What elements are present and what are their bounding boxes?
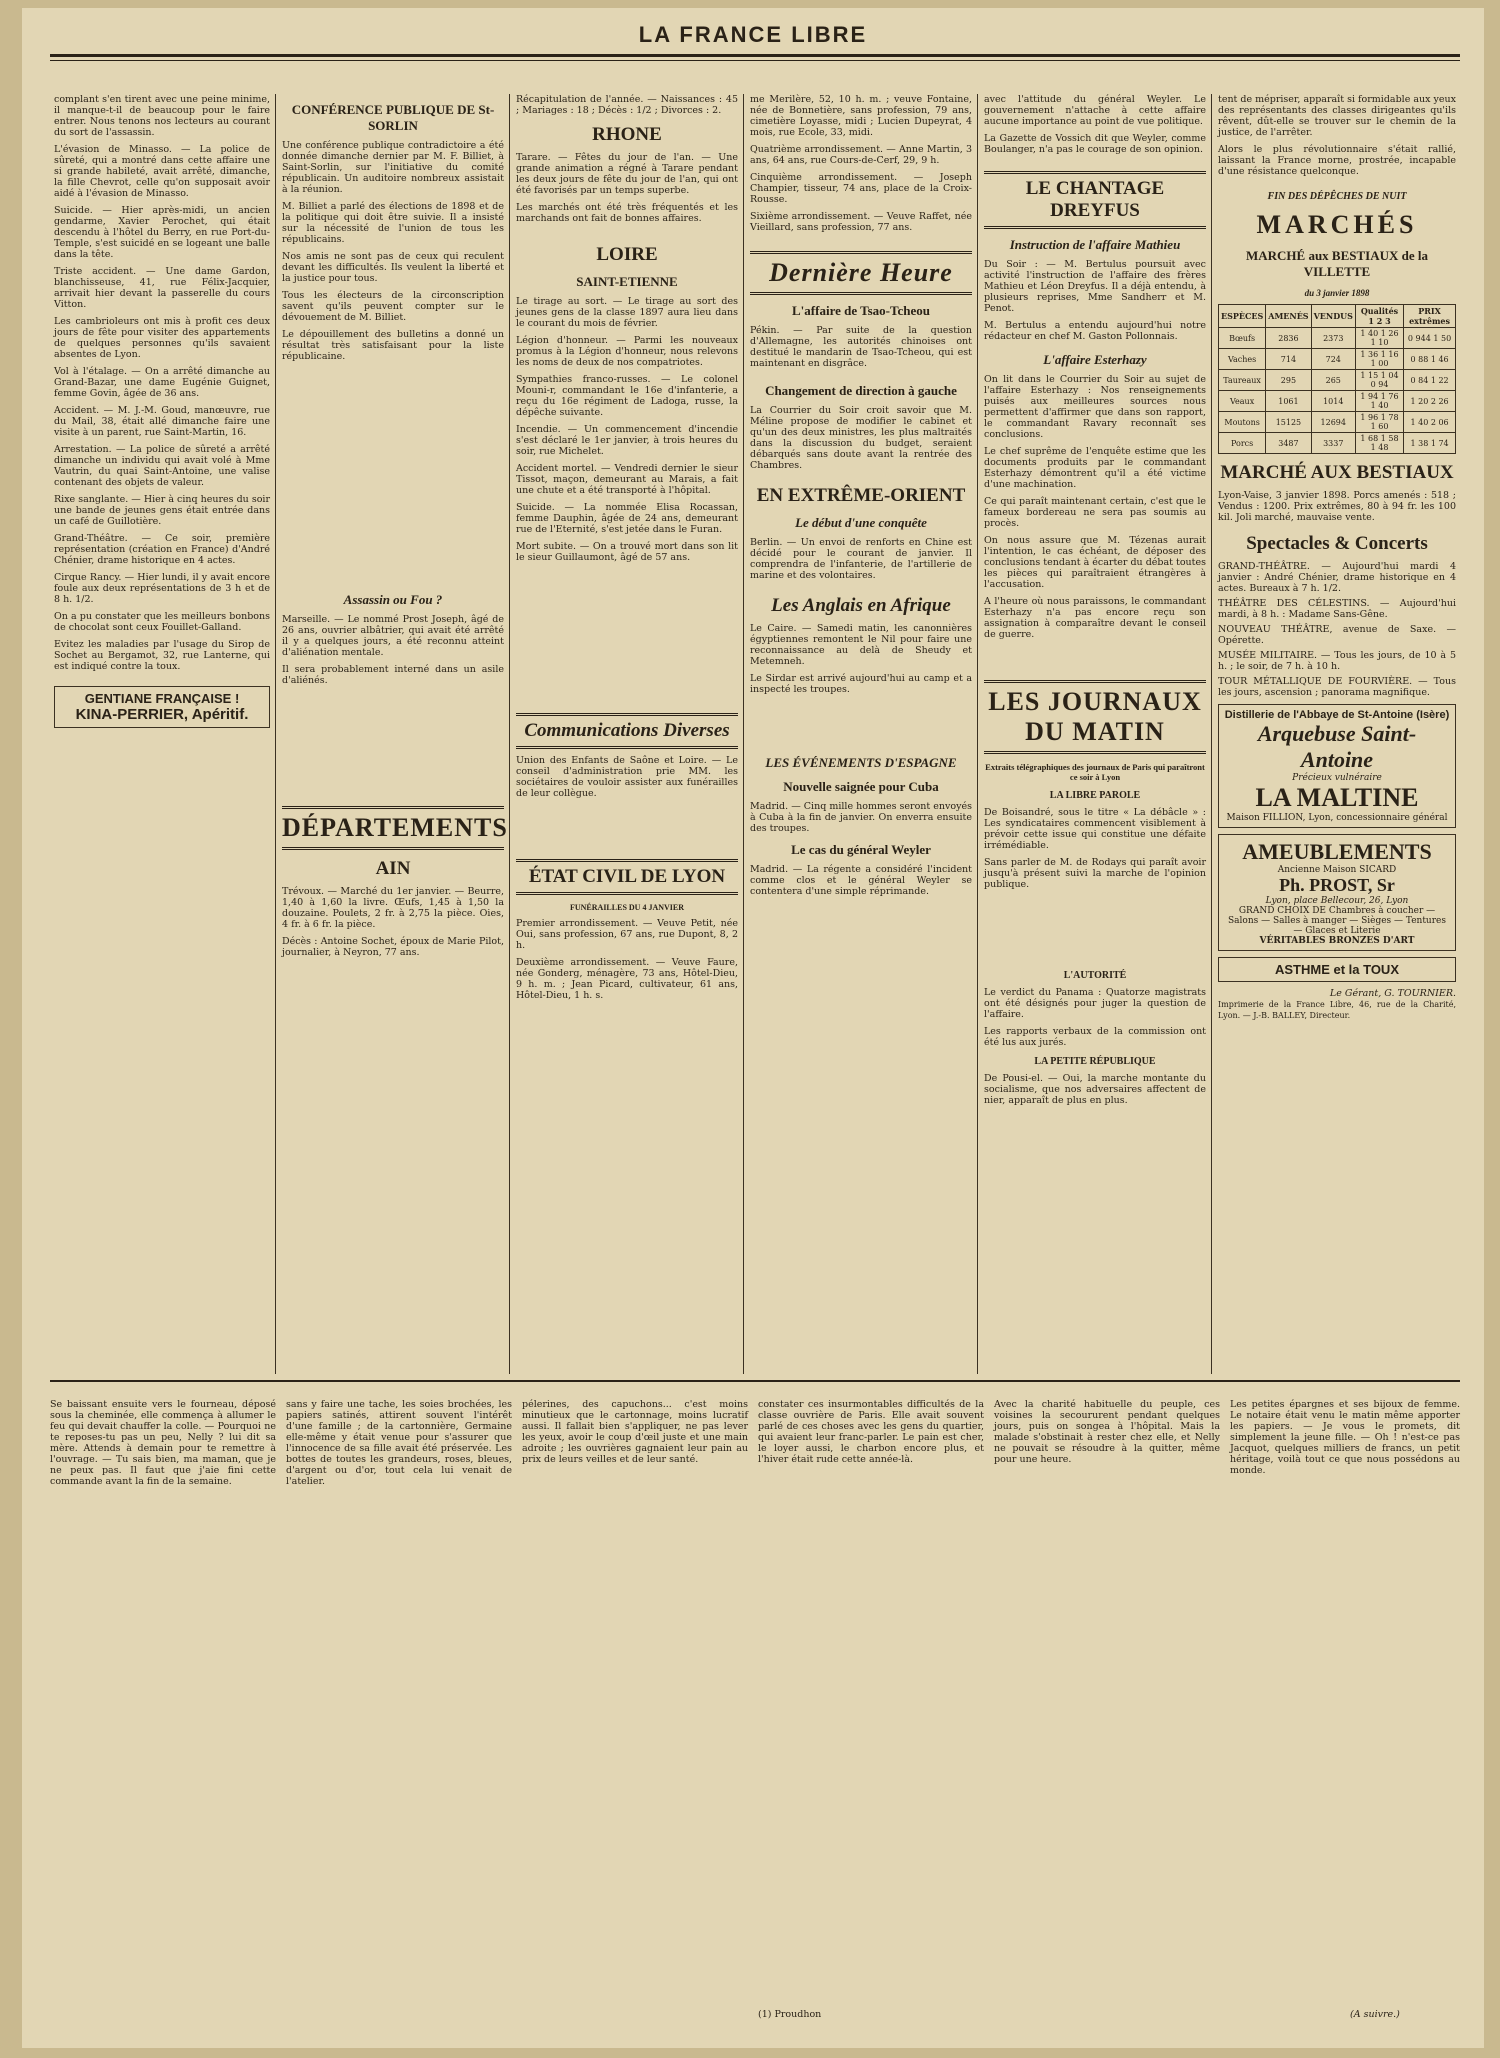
table-cell: 2373 <box>1311 328 1355 349</box>
headline-extreme-orient: EN EXTRÊME-ORIENT <box>756 485 966 506</box>
headline-anglais-afrique: Les Anglais en Afrique <box>771 595 951 616</box>
col2-para: Tous les électeurs de la circonscription savent qu'ils peuvent compter sur le dévouement de M. Billiet. <box>282 290 508 323</box>
headline-derniere-heure: Dernière Heure <box>750 251 972 295</box>
subhead-conquete: Le début d'une conquête <box>795 515 927 530</box>
col5-para: M. Bertulus a entendu aujourd'hui notre rédacteur en chef M. Gaston Pollonnais. <box>984 320 1210 342</box>
ad-kina-perrier: KINA-PERRIER, Apéritif. <box>75 706 249 723</box>
ad-arquebuse <box>1218 704 1456 828</box>
masthead-title: LA FRANCE LIBRE <box>638 22 868 47</box>
col4-para: Pékin. — Par suite de la question d'Allemagne, les autorités chinoises ont destitué le mandarin de Tsao-Tcheou, qui est maintenant en disgrâce. <box>750 325 976 369</box>
feuilleton-col: pélerines, des capuchons... c'est moins minutieux que le cartonnage, moins lucratif aussi. Il fallait bien s'appliquer, ne pas lever les yeux, avoir le coup d'œil juste et une main adroite ; les ouvrières gagnaient leur pain au prix de leurs veilles et de leur santé. <box>522 1399 752 1465</box>
ad-asthme <box>1218 957 1456 982</box>
headline-communications: Communications Diverses <box>516 713 738 749</box>
headline-departements: DÉPARTEMENTS <box>282 806 504 850</box>
col5-para: Sans parler de M. de Rodays qui paraît avoir jusqu'à présent suivi la marche de l'opinion publique. <box>984 857 1210 890</box>
ad-vulneraire: Précieux vulnéraire <box>1292 773 1382 783</box>
col3-para: Deuxième arrondissement. — Veuve Faure, née Gonderg, ménagère, 73 ans, Hôtel-Dieu, 9 h. m. ; Jean Picard, cultivateur, 61 ans, Hôtel-Dieu, 1 h. s. <box>516 957 742 1001</box>
ad-distillerie: Distillerie de l'Abbaye de St-Antoine (Isère) <box>1224 709 1450 721</box>
ad-gentiane <box>54 686 270 728</box>
feuilleton-rule <box>50 1380 1460 1382</box>
headline-saint-etienne: SAINT-ETIENNE <box>576 274 678 289</box>
table-cell: Moutons <box>1219 412 1266 433</box>
col3-para: Récapitulation de l'année. — Naissances : 45 ; Mariages : 18 ; Décès : 1/2 ; Divorces : 2. <box>516 94 742 116</box>
headline-assassin: Assassin ou Fou ? <box>343 592 443 607</box>
ad-asthme-title: ASTHME et la TOUX <box>1274 962 1399 977</box>
column-divider <box>275 94 276 1374</box>
headline-changement: Changement de direction à gauche <box>765 383 957 398</box>
col1-para: Grand-Théâtre. — Ce soir, première représentation (création en France) d'André Chénier, drame historique en 4 actes. <box>54 533 274 566</box>
feuilleton-col: Se baissant ensuite vers le fourneau, déposé sous la cheminée, elle commença à allumer le feu qui devait chauffer la colle. — Pourquoi ne te reposes-tu pas un peu, Nelly ? lui dit sa mère. Attends à demain pour te remettre à l'ouvrage. — Tu sais bien, ma maman, que je ne peux pas. Il faut que j'aie fini cette commande avant la fin de la semaine. <box>50 1399 280 1487</box>
headline-espagne: LES ÉVÉNEMENTS D'ESPAGNE <box>765 755 957 770</box>
col5-para: De Pousi-el. — Oui, la marche montante du socialisme, que nos adversaires affectent de nier, apparaît de plus en plus. <box>984 1073 1210 1106</box>
ad-prost-address: Lyon, place Bellecour, 26, Lyon <box>1265 896 1409 906</box>
column-1 <box>50 94 274 1374</box>
table-header: PRIX extrêmes <box>1404 305 1456 328</box>
col5-para: Du Soir : — M. Bertulus poursuit avec activité l'instruction de l'affaire des frères Mathieu et Léon Dreyfus. Il a déjà entendu, à plusieurs reprises, Mme Sandherr et M. Penot. <box>984 259 1210 314</box>
col3-para: Suicide. — La nommée Elisa Rocassan, femme Dauphin, âgée de 24 ans, demeurant rue de l'Eternité, s'est jetée dans le Furan. <box>516 502 742 535</box>
col3-para: Accident mortel. — Vendredi dernier le sieur Tissot, maçon, demeurant au Marais, a fait une chute et a été transporté à l'hôpital. <box>516 463 742 496</box>
masthead-rule <box>50 54 1460 57</box>
headline-tsao-tcheou: L'affaire de Tsao-Tcheou <box>792 303 930 318</box>
col1-para: Rixe sanglante. — Hier à cinq heures du soir une bande de jeunes gens était entrée dans un café de Guillotière. <box>54 494 274 527</box>
table-cell: 1 15 1 04 0 94 <box>1355 370 1403 391</box>
col4-para: Cinquième arrondissement. — Joseph Champier, tisseur, 74 ans, place de la Croix-Rousse. <box>750 172 976 205</box>
table-cell: 295 <box>1266 370 1311 391</box>
table-cell: Vaches <box>1219 349 1266 370</box>
col3-para: Le tirage au sort. — Le tirage au sort des jeunes gens de la classe 1897 aura lieu dans le courant du mois de février. <box>516 296 742 329</box>
ad-maltine: LA MALTINE <box>1255 783 1419 812</box>
table-row <box>1219 412 1456 433</box>
ad-arquebuse-title: Arquebuse Saint-Antoine <box>1257 721 1417 772</box>
col4-para: Sixième arrondissement. — Veuve Raffet, née Vieillard, sans profession, 77 ans. <box>750 211 976 233</box>
table-cell: Veaux <box>1219 391 1266 412</box>
col1-para: L'évasion de Minasso. — La police de sûreté, qui a montré dans cette affaire une si grande habileté, avait arrêté, dimanche, la fille Chevrot, celle qu'on supposait avoir aidé à l'évasion de Minasso. <box>54 144 274 199</box>
subhead-extraits: Extraits télégraphiques des journaux de Paris qui paraîtront ce soir à Lyon <box>985 762 1205 782</box>
subhead-esterhazy: L'affaire Esterhazy <box>1043 352 1147 367</box>
feuilleton-col: Avec la charité habituelle du peuple, ces voisines la secoururent pendant quelques jours, puis on songea à l'hôpital. Mais la malade s'obstinait à rester chez elle, et Nelly ne pouvait se résoudre à la quitter, même pour une heure. <box>994 1399 1224 1465</box>
col1-para: Vol à l'étalage. — On a arrêté dimanche au Grand-Bazar, une dame Eugénie Guignet, femme Govin, âgée de 36 ans. <box>54 366 274 399</box>
col5-para: On nous assure que M. Tézenas aurait l'intention, le cas échéant, de déposer des conclusions tendant à écarter du débat toutes les pièces qui paraîtraient étrangères à l'accusation. <box>984 535 1210 590</box>
col3-para: Sympathies franco-russes. — Le colonel Mouni-r, commandant le 16e d'infanterie, a reçu du 16e régiment de Ladoga, russe, la dépêche suivante. <box>516 374 742 418</box>
col6-para: MUSÉE MILITAIRE. — Tous les jours, de 10 à 5 h. ; le soir, de 7 h. à 10 h. <box>1218 650 1460 672</box>
feuilleton-col: constater ces insurmontables difficultés de la classe ouvrière de Paris. Elle avait souvent parlé de ces choses avec les gens du quartier, qui avaient leur franc-parler. Le pain est cher, le loyer aussi, le charbon encore plus, et l'hiver était rude cette année-là. <box>758 1399 988 1465</box>
table-cell: 3487 <box>1266 433 1311 454</box>
col5-para: Le chef suprême de l'enquête estime que les documents produits par le commandant Esterhazy démontrent qu'il a été victime d'une machination. <box>984 446 1210 490</box>
col1-para: Triste accident. — Une dame Gardon, blanchisseuse, 41, rue Félix-Jacquier, arrivait hier devant la passerelle du cours Vitton. <box>54 266 274 310</box>
subhead-weyler: Le cas du général Weyler <box>791 842 931 857</box>
col1-para: Cirque Rancy. — Hier lundi, il y avait encore foule aux deux représentations de 3 h et de 8 h. 1/2. <box>54 572 274 605</box>
headline-journaux-matin: LES JOURNAUX DU MATIN <box>984 680 1206 754</box>
table-cell: 15125 <box>1266 412 1311 433</box>
col6-para: tent de mépriser, apparaît si formidable aux yeux des représentants des classes dirigeantes qu'ils rêvent, dût-elle se trouver sur le chemin de la justice, de l'arrêter. <box>1218 94 1460 138</box>
table-cell: 1014 <box>1311 391 1355 412</box>
column-divider <box>977 94 978 1374</box>
villette-date: du 3 janvier 1898 <box>1304 288 1370 298</box>
ad-sicard: Ancienne Maison SICARD <box>1277 865 1397 875</box>
table-cell: 1 94 1 76 1 40 <box>1355 391 1403 412</box>
table-row <box>1219 433 1456 454</box>
table-cell: 2836 <box>1266 328 1311 349</box>
col1-para: complant s'en tirent avec une peine minime, il manque-t-il de beaucoup pour le faire entrer. Nous tenons nos lecteurs au courant du sort de l'assassin. <box>54 94 274 138</box>
column-2 <box>278 94 508 1374</box>
feuilleton-col: sans y faire une tache, les soies brochées, les papiers satinés, attirent souvent l'intérêt d'une famille ; de la cartonnière, Germaine elle-même y était venue pour s'assurer que l'innocence de sa fille avait été préservée. Les bottes de toutes les grandeurs, roses, bleues, d'argent ou d'or, tout cela lui venait de l'atelier. <box>286 1399 516 1487</box>
col1-para: Accident. — M. J.-M. Goud, manœuvre, rue du Mail, 38, était allé dimanche faire une visite à un parent, rue Saint-Martin, 16. <box>54 405 274 438</box>
table-cell: 1 20 2 26 <box>1404 391 1456 412</box>
table-cell: 1 40 1 26 1 10 <box>1355 328 1403 349</box>
col5-para: De Boisandré, sous le titre « La débâcle » : Les syndicataires commencent visiblement à prévoir cette issue qui constitue une défaite irrémédiable. <box>984 807 1210 851</box>
col3-para: Les marchés ont été très fréquentés et les marchands ont fait de bonnes affaires. <box>516 202 742 224</box>
col5-para: A l'heure où nous paraissons, le commandant Esterhazy n'a pas encore reçu son assignation à comparaître devant le conseil de guerre. <box>984 596 1210 640</box>
imprimerie: Imprimerie de la France Libre, 46, rue de la Charité, Lyon. — J.-B. BALLEY, Directeur. <box>1218 1000 1459 1020</box>
subhead-mathieu: Instruction de l'affaire Mathieu <box>1009 237 1181 252</box>
col6-para: Alors le plus révolutionnaire s'était rallié, laissant la France morne, prostrée, incapable d'une résistance quelconque. <box>1218 144 1460 177</box>
headline-spectacles: Spectacles & Concerts <box>1246 533 1428 554</box>
column-divider <box>743 94 744 1374</box>
table-cell: 12694 <box>1311 412 1355 433</box>
table-cell: 714 <box>1266 349 1311 370</box>
column-5 <box>980 94 1210 1374</box>
col4-para: Berlin. — Un envoi de renforts en Chine est décidé pour le courant de janvier. Il comprendra de l'infanterie, de l'artillerie de marine et des volontaires. <box>750 537 976 581</box>
table-cell: 1 96 1 78 1 60 <box>1355 412 1403 433</box>
subhead-cuba: Nouvelle saignée pour Cuba <box>783 779 939 794</box>
table-cell: 1 40 2 06 <box>1404 412 1456 433</box>
table-cell: 0 944 1 50 <box>1404 328 1456 349</box>
table-cell: 1 36 1 16 1 00 <box>1355 349 1403 370</box>
table-row <box>1219 349 1456 370</box>
subhead-funerailles: FUNÉRAILLES DU 4 JANVIER <box>569 903 684 912</box>
column-4 <box>746 94 976 1374</box>
col1-para: Les cambrioleurs ont mis à profit ces deux jours de fête pour visiter des appartements de quelques personnes qu'ils savaient absentes de Lyon. <box>54 316 274 360</box>
col6-para: THÉÂTRE DES CÉLESTINS. — Aujourd'hui mardi, à 8 h. : Madame Sans-Gêne. <box>1218 598 1460 620</box>
col4-para: Quatrième arrondissement. — Anne Martin, 3 ans, 64 ans, rue Cours-de-Cerf, 29, 9 h. <box>750 144 976 166</box>
table-header: ESPÈCES <box>1219 305 1266 328</box>
table-cell: 1 68 1 58 1 48 <box>1355 433 1403 454</box>
market-table <box>1218 304 1456 454</box>
headline-rhone: RHONE <box>592 124 662 145</box>
table-row <box>1219 391 1456 412</box>
table-row <box>1219 370 1456 391</box>
a-suivre: (A suivre.) <box>1350 2009 1400 2020</box>
col4-para: La Courrier du Soir croit savoir que M. Méline propose de modifier le cabinet et qu'un des deux ministres, les plus maltraités dans la discussion du budget, seraient débarqués sans doute avant la rentrée des Chambres. <box>750 405 976 471</box>
col6-para: GRAND-THÉÂTRE. — Aujourd'hui mardi 4 janvier : André Chénier, drame historique en 4 actes. Bureaux à 7 h. 1/2. <box>1218 561 1460 594</box>
headline-bestiaux: MARCHÉ AUX BESTIAUX <box>1220 462 1454 483</box>
col1-para: On a pu constater que les meilleurs bonbons de chocolat sont ceux Fouillet-Galland. <box>54 611 274 633</box>
col1-para: Evitez les maladies par l'usage du Sirop de Sochet au Bergamot, 32, rue Lanterne, qui est indiqué contre la toux. <box>54 639 274 672</box>
col3-para: Tarare. — Fêtes du jour de l'an. — Une grande animation a régné à Tarare pendant les deux jours de fête du jour de l'an, qui ont été favorisés par un temps superbe. <box>516 152 742 196</box>
table-cell: 1 38 1 74 <box>1404 433 1456 454</box>
table-cell: 1061 <box>1266 391 1311 412</box>
table-header: VENDUS <box>1311 305 1355 328</box>
col4-para: Madrid. — La régente a considéré l'incident comme clos et le général Weyler se contentera d'une simple réprimande. <box>750 864 976 897</box>
col1-para: Suicide. — Hier après-midi, un ancien gendarme, Xavier Perochet, qui était descendu à l'hôtel du Berry, en rue Port-du-Temple, s'est suicidé en se logeant une balle dans la tête. <box>54 205 274 260</box>
table-cell: 3337 <box>1311 433 1355 454</box>
footnote: (1) Proudhon <box>758 2009 822 2020</box>
table-cell: Taureaux <box>1219 370 1266 391</box>
col3-para: Mort subite. — On a trouvé mort dans son lit le sieur Guillaumont, âgé de 57 ans. <box>516 541 742 563</box>
headline-etat-civil: ÉTAT CIVIL DE LYON <box>516 859 738 895</box>
column-divider <box>509 94 510 1374</box>
col6-para: NOUVEAU THÉÂTRE, avenue de Saxe. — Opérette. <box>1218 624 1460 646</box>
col2-para: Décès : Antoine Sochet, époux de Marie Pilot, journalier, à Neyron, 77 ans. <box>282 936 508 958</box>
col1-para: Arrestation. — La police de sûreté a arrêté dimanche un individu qui avait volé à Mme Vautrin, du quai Saint-Antoine, une valise contenant des objets de valeur. <box>54 444 274 488</box>
headline-chantage-dreyfus: LE CHANTAGE DREYFUS <box>984 171 1206 229</box>
fin-depeches: FIN DES DÉPÊCHES DE NUIT <box>1267 191 1407 202</box>
col6-para: TOUR MÉTALLIQUE DE FOURVIÈRE. — Tous les jours, ascension ; panorama magnifique. <box>1218 676 1460 698</box>
headline-ain: AIN <box>375 858 411 879</box>
subhead-libre-parole: LA LIBRE PAROLE <box>1049 790 1141 801</box>
table-cell: Porcs <box>1219 433 1266 454</box>
feuilleton <box>50 1391 1464 2041</box>
masthead-rule-thin <box>50 60 1460 61</box>
column-divider <box>1211 94 1212 1374</box>
col5-para: avec l'attitude du général Weyler. Le gouvernement n'attache à cette affaire aucune importance au point de vue politique. <box>984 94 1210 127</box>
ad-bronzes: VÉRITABLES BRONZES D'ART <box>1259 936 1415 946</box>
column-6 <box>1214 94 1460 1374</box>
gerant: Le Gérant, G. TOURNIER. <box>1329 988 1456 999</box>
col2-para: Une conférence publique contradictoire a été donnée dimanche dernier par M. F. Billiet, à Saint-Sorlin, sur l'initiative du comité républicain. Un auditoire nombreux assistait à la réunion. <box>282 140 508 195</box>
table-header: Qualités 1 2 3 <box>1355 305 1403 328</box>
col5-para: Ce qui paraît maintenant certain, c'est que le fameux bordereau ne sera pas soumis au procès. <box>984 496 1210 529</box>
col5-para: Les rapports verbaux de la commission ont été lus aux jurés. <box>984 1026 1210 1048</box>
table-cell: 724 <box>1311 349 1355 370</box>
col3-para: Premier arrondissement. — Veuve Petit, née Oui, sans profession, 67 ans, rue Dupont, 8, 2 h. <box>516 918 742 951</box>
subhead-autorite: L'AUTORITÉ <box>1063 970 1127 981</box>
headline-loire: LOIRE <box>596 244 658 265</box>
col5-para: On lit dans le Courrier du Soir au sujet de l'affaire Esterhazy : Nos renseignements puisés aux meilleures sources nous permettent d'affirmer que dans son rapport, le commandant Ravary reconnaît ses conclusions. <box>984 374 1210 440</box>
col3-para: Légion d'honneur. — Parmi les nouveaux promus à la Légion d'honneur, nous relevons les noms de deux de nos compatriotes. <box>516 335 742 368</box>
col4-para: Le Caire. — Samedi matin, les canonnières égyptiennes remontent le Nil pour faire une reconnaissance au delà de Sheudy et Metemneh. <box>750 623 976 667</box>
col4-para: Madrid. — Cinq mille hommes seront envoyés à Cuba à la fin de janvier. On enverra ensuite des troupes. <box>750 801 976 834</box>
col2-para: M. Billiet a parlé des élections de 1898 et de la politique qui doit être suivie. Il a insisté sur la nécessité de l'union de tous les républicains. <box>282 201 508 245</box>
column-3 <box>512 94 742 1374</box>
newspaper-page <box>22 8 1484 2048</box>
col2-para: Trévoux. — Marché du 1er janvier. — Beurre, 1,40 à 1,60 la livre. Œufs, 1,45 à 1,50 la douzaine. Poulets, 2 fr. à 2,75 la pièce. Oies, 4 fr. à 6 fr. la pièce. <box>282 886 508 930</box>
headline-conference: CONFÉRENCE PUBLIQUE DE St-SORLIN <box>291 102 495 133</box>
headline-marches: MARCHÉS <box>1256 210 1418 239</box>
ad-grand-choix: GRAND CHOIX DE Chambres à coucher — Salons — Salles à manger — Sièges — Tentures — Glaces et Literie <box>1228 906 1446 936</box>
feuilleton-col: Les petites épargnes et ses bijoux de femme. Le notaire était venu le matin même apporter les papiers. — Je vous le promets, dit simplement la jeune fille. — Oh ! n'est-ce pas Jacquot, quelques milliers de francs, un petit héritage, voilà tout ce que nous possédons au monde. <box>1230 1399 1464 1476</box>
table-header: AMENÉS <box>1266 305 1311 328</box>
table-cell: 265 <box>1311 370 1355 391</box>
col4-para: me Merilère, 52, 10 h. m. ; veuve Fontaine, née de Bonnetière, sans profession, 79 ans, cimetière Loyasse, midi ; Lucien Dupeyrat, 4 mois, rue Ecole, 33, midi. <box>750 94 976 138</box>
col2-para: Le dépouillement des bulletins a donné un résultat très satisfaisant pour la liste républicaine. <box>282 329 508 362</box>
table-cell: 0 88 1 46 <box>1404 349 1456 370</box>
ad-ameublements <box>1218 834 1456 951</box>
col3-para: Incendie. — Un commencement d'incendie s'est déclaré le 1er janvier, à trois heures du soir, rue Michelet. <box>516 424 742 457</box>
headline-villette: MARCHÉ aux BESTIAUX de la VILLETTE <box>1245 248 1429 279</box>
table-cell: Bœufs <box>1219 328 1266 349</box>
ad-ameublements-title: AMEUBLEMENTS <box>1242 839 1432 864</box>
col6-para: Lyon-Vaise, 3 janvier 1898. Porcs amenés : 518 ; Vendus : 1200. Prix extrêmes, 80 à 94 fr. les 100 kil. Joli marché, mauvaise vente. <box>1218 490 1460 523</box>
col5-para: Le verdict du Panama : Quatorze magistrats ont été désignés pour juger la question de l'affaire. <box>984 987 1210 1020</box>
ad-gentiane-title: GENTIANE FRANÇAISE ! <box>84 691 240 706</box>
ad-prost: Ph. PROST, Sr <box>1279 875 1395 895</box>
ad-fillion: Maison FILLION, Lyon, concessionnaire général <box>1226 813 1448 823</box>
col2-para: Nos amis ne sont pas de ceux qui reculent devant les difficultés. Ils veulent la liberté et la justice pour tous. <box>282 251 508 284</box>
col3-para: Union des Enfants de Saône et Loire. — Le conseil d'administration prie MM. les sociétaires de vouloir assister aux funérailles de leur collègue. <box>516 755 742 799</box>
subhead-petite-republique: LA PETITE RÉPUBLIQUE <box>1034 1056 1156 1067</box>
col4-para: Le Sirdar est arrivé aujourd'hui au camp et a inspecté les troupes. <box>750 673 976 695</box>
col2-para: Il sera probablement interné dans un asile d'aliénés. <box>282 664 508 686</box>
col2-para: Marseille. — Le nommé Prost Joseph, âgé de 26 ans, ouvrier albâtrier, qui avait été arrêté il y a quelques jours, a été reconnu atteint d'aliénation mentale. <box>282 614 508 658</box>
table-row <box>1219 328 1456 349</box>
col5-para: La Gazette de Vossich dit que Weyler, comme Boulanger, n'a pas le courage de son opinion. <box>984 133 1210 155</box>
table-cell: 0 84 1 22 <box>1404 370 1456 391</box>
